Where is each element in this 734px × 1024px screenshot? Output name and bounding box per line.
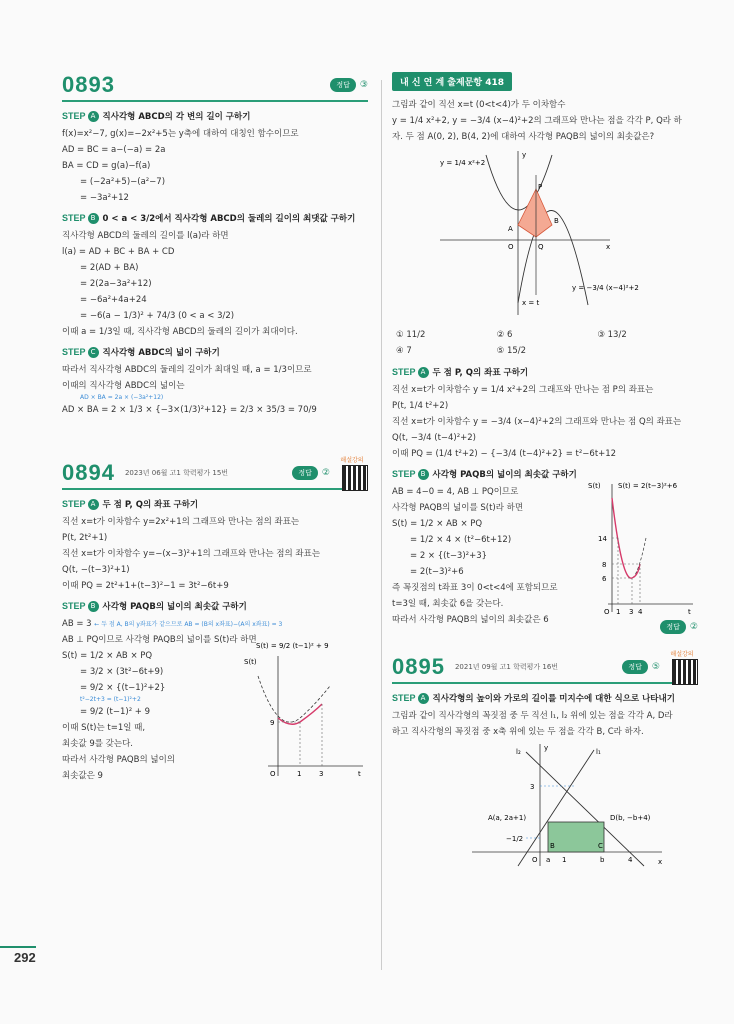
step-letter: A [88, 499, 99, 510]
y-axis-label: S(t) [588, 482, 601, 490]
tick-label: 1 [562, 856, 567, 864]
text-line: 따라서 직사각형 ABDC의 둘레의 길이가 최대일 때, a = 1/3이므로 [62, 365, 312, 375]
y-axis-label: y [522, 151, 527, 159]
solution-with-graph [392, 482, 698, 632]
text-line: = −6a²+4a+24 [80, 295, 147, 305]
text-line: = −6(a − 1/3)² + 74/3 (0 < a < 3/2) [80, 311, 235, 321]
text-line: AD = BC = a−(−a) = 2a [62, 145, 166, 155]
step-a [62, 110, 368, 122]
step-title: 두 점 P, Q의 좌표 구하기 [102, 500, 199, 510]
point-label: A(a, 2a+1) [488, 814, 527, 822]
qr-label: 해설강의 [670, 651, 694, 658]
tick-label: 3 [530, 783, 535, 791]
hint-note: t²−2t+3 = (t−1)²+2 [80, 696, 141, 703]
choice-3[interactable]: ③ 13/2 [597, 330, 627, 340]
answer-choices [396, 330, 698, 356]
step-tag: STEP [62, 213, 86, 223]
text-line: 하고 직사각형의 꼭짓점 중 x축 위에 있는 두 점을 각각 B, C라 하자. [392, 727, 644, 737]
text-line: = 9/2 (t−1)² + 9 [80, 707, 151, 717]
text-line: 이때 S(t)는 t=1일 때, [62, 723, 146, 733]
point-label: A [508, 225, 513, 233]
text-line: AB = 4−0 = 4, AB ⊥ PQ이므로 [392, 487, 519, 497]
text-line: 즉 꼭짓점의 t좌표 3이 0<t<4에 포함되므로 [392, 583, 558, 593]
text-line: = −3a²+12 [80, 193, 129, 203]
qr-block[interactable] [666, 649, 698, 685]
rectangle-abcd [548, 822, 604, 852]
problem-number: 0894 [62, 460, 115, 485]
step-tag: STEP [62, 111, 86, 121]
column-divider [381, 80, 382, 970]
answer-value: ② [321, 468, 330, 478]
x-axis-label: x [606, 243, 611, 251]
text-line: S(t) = 1/2 × AB × PQ [62, 651, 153, 661]
graph-fn-label: S(t) = 9/2 (t−1)² + 9 [256, 642, 329, 650]
graph-418 [400, 145, 680, 320]
step-tag: STEP [392, 469, 416, 479]
text-line: P(t, 1/4 t²+2) [392, 401, 449, 411]
step-tag: STEP [62, 601, 86, 611]
text-line: = 2(t−3)²+6 [410, 567, 464, 577]
right-column [392, 70, 698, 874]
problem-0894 [62, 458, 368, 784]
step-a [392, 692, 698, 704]
choice-2[interactable]: ② 6 [496, 330, 513, 340]
text-line: f(x)=x²−7, g(x)=−2x²+5는 y축에 대하여 대칭인 함수이므로 [62, 129, 299, 139]
text-line: t=3일 때, 최솟값 6을 갖는다. [392, 599, 504, 609]
text-line: 직선 x=t가 이차함수 y = 1/4 x²+2의 그래프와 만나는 점 P의 좌표는 [392, 385, 654, 395]
graph-s-t-0894 [238, 636, 368, 786]
answer-value: ⑤ [651, 662, 660, 672]
graph-s-t-418 [588, 478, 698, 618]
step-tag: STEP [62, 347, 86, 357]
step-title: 0 < a < 3/2에서 직사각형 ABCD의 둘레의 길이의 최댓값 구하기 [102, 214, 356, 224]
point-label: B [554, 217, 559, 225]
step-letter: A [88, 111, 99, 122]
text-line: BA = CD = g(a)−f(a) [62, 161, 151, 171]
point-label: C [598, 842, 603, 850]
line-label: x = t [522, 299, 540, 307]
x-axis-label: x [658, 858, 663, 866]
tick-label: 8 [602, 561, 607, 569]
step-letter: B [418, 469, 429, 480]
answer-badge: 정답 [292, 466, 318, 480]
hint-note: AD × BA = 2a × (−3a²+12) [80, 394, 164, 401]
step-letter: A [418, 367, 429, 378]
page-number-bar [0, 946, 36, 948]
text-line: = 2(2a−3a²+12) [80, 279, 152, 289]
tick-label: 6 [602, 575, 607, 583]
tick-label: 4 [628, 856, 633, 864]
step-letter: C [88, 347, 99, 358]
curve-dashed [258, 676, 330, 722]
text-line: 직선 x=t가 이차함수 y=−(x−3)²+1의 그래프와 만나는 점의 좌표는 [62, 549, 321, 559]
answer-badge: 정답 [622, 660, 648, 674]
tick-label: 14 [598, 535, 607, 543]
text-line: 최솟값은 9 [62, 771, 103, 781]
qr-code-icon[interactable] [342, 465, 368, 491]
text-line: 최솟값 9를 갖는다. [62, 739, 133, 749]
problem-number: 0895 [392, 654, 445, 679]
step-tag: STEP [392, 367, 416, 377]
text-line: Q(t, −3/4 (t−4)²+2) [392, 433, 476, 443]
banner: 내 신 연 계 출제문항 418 [392, 72, 512, 91]
text-line: 그림과 같이 직선 x=t (0<t<4)가 두 이차함수 [392, 100, 566, 110]
y-axis-label: y [544, 744, 549, 752]
problem-header [62, 70, 368, 102]
text-line: 이때 a = 1/3일 때, 직사각형 ABCD의 둘레의 길이가 최대이다. [62, 327, 298, 337]
tick-label: 4 [638, 608, 643, 616]
problem-0893 [62, 70, 368, 418]
origin-label: O [270, 770, 276, 778]
choice-1[interactable]: ① 11/2 [396, 330, 426, 340]
tick-label: 3 [319, 770, 324, 778]
tick-label: 9 [270, 719, 275, 727]
answer-badge: 정답 [330, 78, 356, 92]
step-title: 두 점 P, Q의 좌표 구하기 [432, 368, 529, 378]
text-line: 직선 x=t가 이차함수 y = −3/4 (x−4)²+2의 그래프와 만나는 점 Q의 좌표는 [392, 417, 682, 427]
tick-label: 1 [616, 608, 621, 616]
qr-block[interactable] [336, 455, 368, 491]
point-label: P [538, 183, 543, 191]
step-letter: A [418, 693, 429, 704]
step-c [62, 346, 368, 358]
text-line: S(t) = 1/2 × AB × PQ [392, 519, 483, 529]
problem-meta: 2023년 06월 고1 학력평가 15번 [124, 469, 229, 477]
text-line: = 1/2 × 4 × (t²−6t+12) [410, 535, 512, 545]
text-line: P(t, 2t²+1) [62, 533, 108, 543]
step-title: 직사각형 ABCD의 각 변의 길이 구하기 [102, 112, 251, 122]
problem-number: 0893 [62, 72, 115, 97]
text-line: 직사각형 ABCD의 둘레의 길이를 l(a)라 하면 [62, 231, 229, 241]
step-tag: STEP [62, 499, 86, 509]
step-title: 직사각형 ABDC의 넓이 구하기 [102, 348, 220, 358]
text-line: = 3/2 × (3t²−6t+9) [80, 667, 164, 677]
upper-label: y = 1/4 x²+2 [440, 159, 486, 167]
x-axis-label: t [688, 608, 691, 616]
text-line: = 2 × {(t−3)²+3} [410, 551, 488, 561]
step-title: 사각형 PAQB의 넓이의 최솟값 구하기 [102, 602, 247, 612]
step-title: 직사각형의 높이와 가로의 길이를 미지수에 대한 식으로 나타내기 [432, 694, 675, 704]
lower-label: y = −3/4 (x−4)²+2 [572, 284, 639, 292]
qr-code-icon[interactable] [672, 659, 698, 685]
text-line: 직선 x=t가 이차함수 y=2x²+1의 그래프와 만나는 점의 좌표는 [62, 517, 300, 527]
point-label: Q [538, 243, 544, 251]
step-letter: B [88, 213, 99, 224]
step-b [62, 600, 368, 612]
problem-418 [392, 70, 698, 632]
choice-5[interactable]: ⑤ 15/2 [496, 346, 527, 356]
line-label: l₂ [516, 748, 521, 756]
left-column [62, 70, 368, 784]
qr-label: 해설강의 [340, 457, 364, 464]
step-a [392, 366, 698, 378]
text-span: AB = 3 [62, 619, 92, 629]
y-axis-label: S(t) [244, 658, 257, 666]
answer-row [660, 620, 698, 634]
text-line: = 2(AD + BA) [80, 263, 139, 273]
text-line: 이때 PQ = 2t²+1+(t−3)²−1 = 3t²−6t+9 [62, 581, 229, 591]
solution-with-graph [62, 632, 368, 784]
text-line: = (−2a²+5)−(a²−7) [80, 177, 166, 187]
graph-0895 [422, 740, 672, 870]
answer-value: ② [689, 622, 698, 632]
quadrilateral-pa-qb [518, 189, 552, 237]
step-tag: STEP [392, 693, 416, 703]
tick-label: 1 [297, 770, 302, 778]
answer-badge: 정답 [660, 620, 686, 634]
origin-label: O [604, 608, 610, 616]
page-number: 292 [14, 950, 36, 965]
text-line: 그림과 같이 직사각형의 꼭짓점 중 두 직선 l₁, l₂ 위에 있는 점을 각각 A, D라 [392, 711, 673, 721]
text-line: 사각형 PAQB의 넓이를 S(t)라 하면 [392, 503, 524, 513]
text-line: 자. 두 점 A(0, 2), B(4, 2)에 대하여 사각형 PAQB의 넓이의 최솟값은? [392, 132, 655, 142]
curve-highlight [278, 704, 322, 724]
choice-4[interactable]: ④ 7 [396, 346, 412, 356]
step-title: 사각형 PAQB의 넓이의 최솟값 구하기 [432, 470, 577, 480]
step-letter: B [88, 601, 99, 612]
hint-note: ← 두 점 A, B의 y좌표가 같으므로 AB = (B의 x좌표)−(A의 x좌표) = 3 [94, 621, 283, 628]
point-label: O [508, 243, 514, 251]
text-line: Q(t, −(t−3)²+1) [62, 565, 130, 575]
graph-fn-label: S(t) = 2(t−3)²+6 [618, 482, 678, 490]
text-line [62, 616, 368, 632]
problem-0895 [392, 652, 698, 874]
tick-label: −1/2 [506, 835, 524, 843]
step-b [62, 212, 368, 224]
text-line: 이때의 직사각형 ABDC의 넓이는 [62, 381, 185, 391]
problem-header [62, 458, 368, 490]
problem-meta: 2021년 09월 고1 학력평가 16번 [454, 663, 559, 671]
x-axis-label: t [358, 770, 361, 778]
text-line: l(a) = AD + BC + BA + CD [62, 247, 175, 257]
step-a [62, 498, 368, 510]
text-line: AB ⊥ PQ이므로 사각형 PAQB의 넓이를 S(t)라 하면 [62, 635, 257, 645]
text-line: 이때 PQ = (1/4 t²+2) − {−3/4 (t−4)²+2} = t²−6t+12 [392, 449, 617, 459]
text-line: 따라서 사각형 PAQB의 넓이의 [62, 755, 175, 765]
text-line: y = 1/4 x²+2, y = −3/4 (x−4)²+2의 그래프와 만나는 점을 각각 P, Q라 하 [392, 116, 682, 126]
tick-label: 3 [629, 608, 634, 616]
text-line: 따라서 사각형 PAQB의 넓이의 최솟값은 6 [392, 615, 549, 625]
text-line: AD × BA = 2 × 1/3 × {−3×(1/3)²+12} = 2/3 × 35/3 = 70/9 [62, 405, 317, 415]
point-label: B [550, 842, 555, 850]
point-label: D(b, −b+4) [610, 814, 651, 822]
line-label: l₁ [596, 748, 601, 756]
answer-value: ③ [359, 80, 368, 90]
tick-label: O [532, 856, 538, 864]
text-line: = 9/2 × {(t−1)²+2} [80, 683, 166, 693]
problem-header [392, 652, 698, 684]
tick-label: b [600, 856, 605, 864]
tick-label: a [546, 856, 551, 864]
